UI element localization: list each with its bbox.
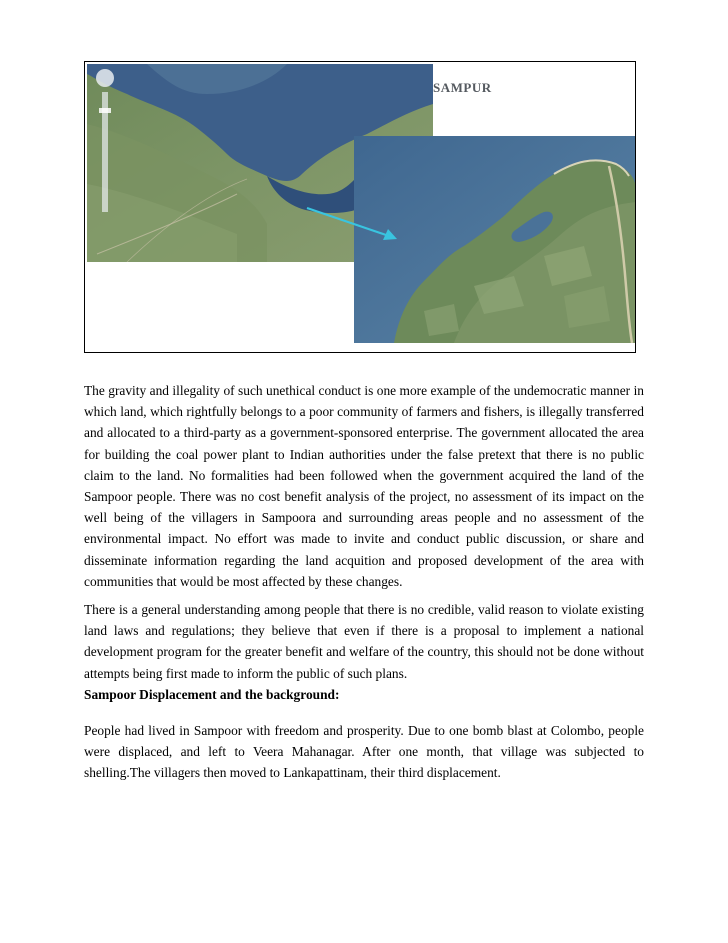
paragraph-displacement bbox=[84, 720, 644, 784]
section-heading: Sampoor Displacement and the background: bbox=[84, 687, 340, 702]
paragraph-understanding bbox=[84, 599, 644, 684]
paragraph-text: People had lived in Sampoor with freedom and prosperity. Due to one bomb blast at Colombo, people were displaced, and left to Veera Mahanagar. After one month, that village was subjected to shelling.The villagers then moved to Lankapattinam, their third displacement. bbox=[84, 723, 644, 781]
location-arrow bbox=[303, 202, 403, 247]
paragraph-conduct bbox=[84, 380, 644, 592]
map-figure bbox=[84, 61, 636, 353]
sampur-map-label: SAMPUR bbox=[433, 80, 492, 95]
paragraph-text: The gravity and illegality of such unethical conduct is one more example of the undemocratic manner in which land, which rightfully belongs to a poor community of farmers and fishers, is illegally transferred and allocated to a third-party as a government-sponsored enterprise. The government allocated the area for building the coal power plant to Indian authorities under the false pretext that there is no public claim to the land. No formalities had been followed when the government acquired the land of the Sampoor people. There was no cost benefit analysis of the project, no assessment of its impact on the well being of the villagers in Sampoora and surrounding areas people and no assessment of the environmental impact. No effort was made to invite and conduct public discussion, or share and disseminate information regarding the land acquition and proposed development of the area with communities that would be most affected by these changes. bbox=[84, 383, 644, 589]
paragraph-text: There is a general understanding among people that there is no credible, valid reason to violate existing land laws and regulations; they believe that even if there is a proposal to implement a national development program for the greater benefit and welfare of the country, this should not be done without attempts being first made to inform the public of such plans. bbox=[84, 602, 644, 681]
